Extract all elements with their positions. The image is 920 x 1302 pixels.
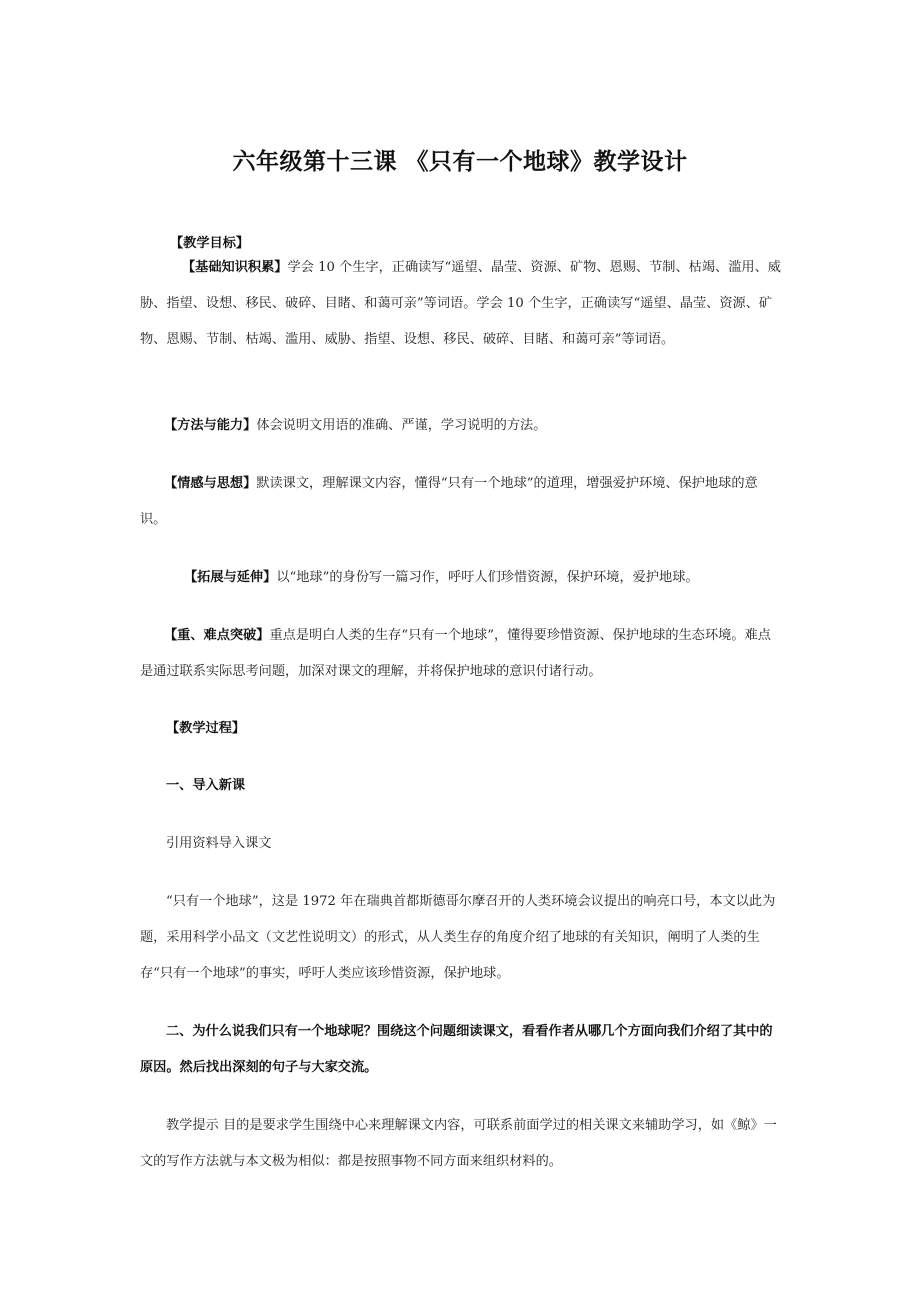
goal-label: 【方法与能力】: [164, 418, 257, 433]
goal-extension: [140, 560, 782, 596]
goal-text: 重点是明白人类的生存“只有一个地球”，懂得要珍惜资源、保护地球的生态环境。难点是通过联系实际思考问题，加深对课文的理解，并将保护地球的意识付诸行动。: [140, 628, 771, 679]
goal-text: 学会 10 个生字，正确读写“遥望、晶莹、资源、矿物、恩赐、节制、枯竭、滥用、威胁、指望、设想、移民、破碎、目睹、和蔼可亲”等词语。学会 10 个生字，正确读写“遥望、晶莹、资源、矿物、恩赐、节制、枯竭、滥用、威胁、指望、设想、移民、破碎、目睹、和蔼可亲”等词语。: [140, 260, 781, 347]
goal-label: 【拓展与延伸】: [184, 570, 277, 585]
step1-subheading: 引用资料导入课文: [166, 836, 272, 851]
step2-teaching-tip: 教学提示 目的是要求学生围绕中心来理解课文内容，可联系前面学过的相关课文来辅助学习，如《鲸》一文的写作方法就与本文极为相似：都是按照事物不同方面来组织材料的。: [140, 1118, 777, 1169]
goal-text: 体会说明文用语的准确、严谨，学习说明的方法。: [256, 418, 547, 433]
goal-label: 【重、难点突破】: [164, 628, 270, 643]
step1-body: “只有一个地球”，这是 1972 年在瑞典首都斯德哥尔摩召开的人类环境会议提出的响亮口号，本文以此为题，采用科学小品文（文艺性说明文）的形式，从人类生存的角度介绍了地球的有关知识，阐明了人类的生存“只有一个地球”的事实，呼吁人类应该珍惜资源，保护地球。: [140, 894, 776, 981]
goal-basic-knowledge: [140, 250, 782, 358]
goal-method-ability: [140, 408, 782, 444]
section-heading-process: 【教学过程】: [166, 721, 246, 736]
goal-text: 以“地球”的身份写一篇习作，呼吁人们珍惜资源，保护环境，爱护地球。: [276, 570, 699, 585]
section-heading-goals: 【教学目标】: [170, 236, 250, 251]
goal-emotion-thought: [140, 466, 782, 538]
goal-text: 默读课文，理解课文内容，懂得“只有一个地球”的道理，增强爱护环境、保护地球的意识。: [140, 476, 758, 527]
step1-heading: 一、导入新课: [166, 778, 246, 793]
goal-label: 【情感与思想】: [164, 476, 257, 491]
goal-key-difficulty: [140, 618, 782, 690]
document-title: 六年级第十三课 《只有一个地球》教学设计: [232, 149, 688, 175]
step2-heading: 二、为什么说我们只有一个地球呢？围绕这个问题细读课文，看看作者从哪几个方面向我们介绍了其中的原因。然后找出深刻的句子与大家交流。: [140, 1024, 773, 1075]
goal-label: 【基础知识积累】: [182, 260, 288, 275]
